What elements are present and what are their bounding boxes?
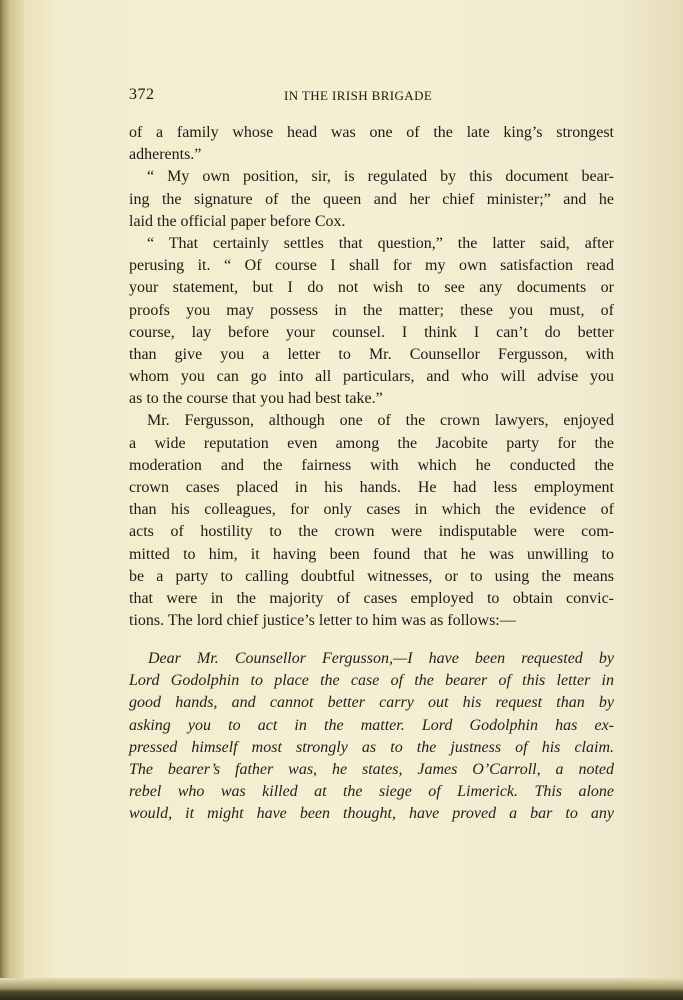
page-header bbox=[129, 86, 614, 106]
text-line: than give you a letter to Mr. Counsellor Fergusson, with bbox=[129, 345, 614, 363]
text-line: laid the official paper before Cox. bbox=[129, 212, 346, 230]
text-line: moderation and the fairness with which he conducted the bbox=[129, 456, 614, 474]
text-line: course, lay before your counsel. I think I can’t do better bbox=[129, 323, 614, 341]
body-text bbox=[129, 122, 614, 632]
text-line: of a family whose head was one of the late king’s strongest bbox=[129, 124, 614, 141]
letter-line: would, it might have been thought, have proved a bar to any bbox=[129, 805, 614, 823]
text-line: than his colleagues, for only cases in which the evidence of bbox=[129, 501, 614, 519]
text-line: crown cases placed in his hands. He had less employment bbox=[129, 479, 614, 496]
text-line: acts of hostility to the crown were indisputable were com- bbox=[129, 523, 614, 541]
text-line: proofs you may possess in the matter; these you must, of bbox=[129, 301, 614, 319]
text-line: perusing it. “ Of course I shall for my own satisfaction read bbox=[129, 257, 614, 275]
letter-line: rebel who was killed at the siege of Limerick. This alone bbox=[129, 783, 614, 801]
text-line: a wide reputation even among the Jacobite party for the bbox=[129, 434, 614, 452]
page-number: 372 bbox=[129, 86, 155, 103]
letter-line: asking you to act in the matter. Lord Godolphin has ex- bbox=[129, 716, 614, 734]
letter-line: good hands, and cannot better carry out his request than by bbox=[129, 694, 614, 712]
quoted-letter bbox=[129, 648, 614, 826]
page-binding-edge bbox=[0, 0, 24, 1000]
text-line: as to the course that you had best take.” bbox=[129, 390, 383, 408]
text-line: tions. The lord chief justice’s letter to him was as follows:— bbox=[129, 612, 516, 630]
running-head: IN THE IRISH BRIGADE bbox=[284, 88, 433, 103]
text-line: be a party to calling doubtful witnesses, or to using the means bbox=[129, 567, 614, 585]
text-line: “ That certainly settles that question,” the latter said, after bbox=[147, 234, 614, 252]
text-line: ing the signature of the queen and her chief minister;” and he bbox=[129, 190, 614, 208]
text-line: adherents.” bbox=[129, 146, 202, 164]
text-line: mitted to him, it having been found that he was unwilling to bbox=[129, 545, 614, 563]
letter-line: pressed himself most strongly as to the justness of his claim. bbox=[129, 738, 614, 756]
letter-line: The bearer’s father was, he states, James O’Carroll, a noted bbox=[129, 760, 614, 778]
page-bottom-edge bbox=[0, 978, 683, 1000]
text-line: Mr. Fergusson, although one of the crown lawyers, enjoyed bbox=[147, 412, 614, 430]
text-line: whom you can go into all particulars, and who will advise you bbox=[129, 368, 614, 386]
letter-line: Lord Godolphin to place the case of the bearer of this letter in bbox=[129, 672, 614, 690]
letter-line: Dear Mr. Counsellor Fergusson,—I have been requested by bbox=[148, 650, 614, 667]
text-line: that were in the majority of cases employed to obtain convic- bbox=[129, 589, 614, 607]
text-line: your statement, but I do not wish to see any documents or bbox=[129, 279, 614, 297]
text-line: “ My own position, sir, is regulated by this document bear- bbox=[147, 168, 614, 186]
